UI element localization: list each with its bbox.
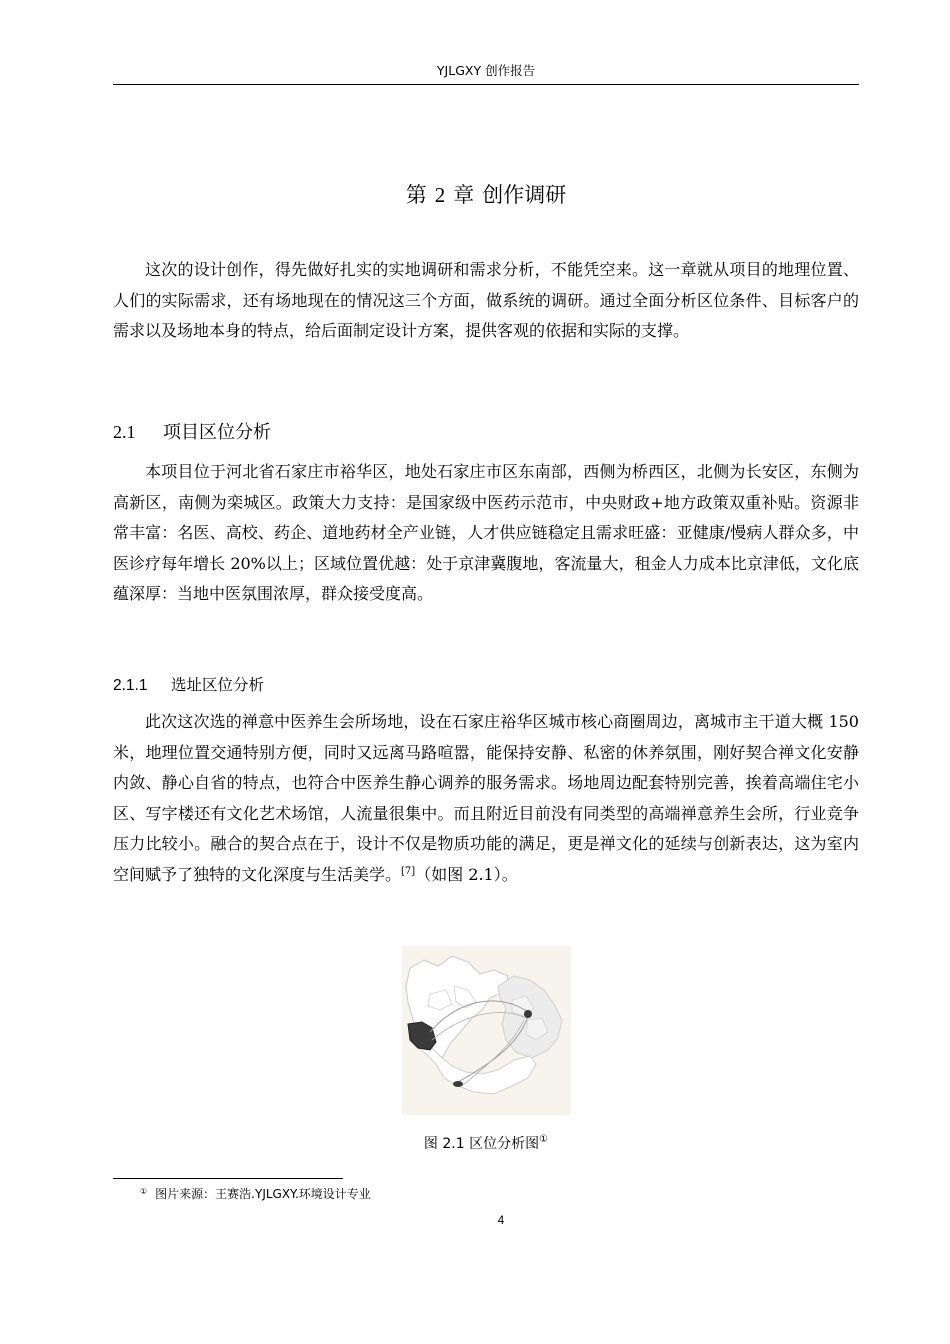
chapter-number: 2 [434, 183, 446, 207]
header-rule [113, 84, 859, 85]
section-paragraph: 本项目位于河北省石家庄市裕华区，地处石家庄市区东南部，西侧为桥西区，北侧为长安区，东侧为高新区，南侧为栾城区。政策大力支持：是国家级中医药示范市，中央财政+地方政策双重补贴。资源非常丰富：名医、高校、药企、道地药材全产业链，人才供应链稳定且需求旺盛：亚健康/慢病人群众多，中医诊疗每年增长 20%以上；区域位置优越：处于京津冀腹地，客流量大，租金人力成本比京津低，文化底蕴深厚：当地中医氛围浓厚，群众接受度高。 [113, 462, 859, 603]
section-heading [113, 419, 271, 446]
footnote-rule [113, 1178, 343, 1179]
location-map-figure [402, 946, 571, 1115]
chapter-name: 创作调研 [482, 183, 567, 207]
figure-reference: （如图 2.1）。 [415, 864, 518, 884]
chapter-title [113, 180, 859, 210]
figure-caption [113, 1133, 859, 1155]
chapter-prefix: 第 [405, 183, 427, 207]
footnote [140, 1185, 371, 1203]
intro-paragraph: 这次的设计创作，得先做好扎实的实地调研和需求分析，不能凭空来。这一章就从项目的地理位置、人们的实际需求，还有场地现在的情况这三个方面，做系统的调研。通过全面分析区位条件、目标客户的需求以及场地本身的特点，给后面制定设计方案，提供客观的依据和实际的支撑。 [113, 260, 859, 340]
subsection-paragraph [113, 707, 859, 890]
subsection-body: 此次这次选的禅意中医养生会所场地，设在石家庄裕华区城市核心商圈周边，离城市主干道大概 150 米，地理位置交通特别方便，同时又远离马路喧嚣，能保持安静、私密的休养氛围，刚好契合禅文化安静内敛、静心自省的特点，也符合中医养生静心调养的服务需求。场地周边配套特别完善，挨着高端住宅小区、写字楼还有文化艺术场馆，人流量很集中。而且附近目前没有同类型的高端禅意养生会所，行业竞争压力比较小。融合的契合点在于，设计不仅是物质功能的满足，更是禅文化的延续与创新表达，这为室内空间赋予了独特的文化深度与生活美学。 [113, 712, 859, 884]
location-map [402, 946, 571, 1115]
subsection-heading [113, 673, 264, 698]
citation-mark: [7] [401, 865, 416, 877]
page-number: 4 [497, 1213, 505, 1227]
section-title: 项目区位分析 [163, 422, 271, 443]
footnote-text: 图片来源：王赛浩.YJLGXY.环境设计专业 [155, 1187, 371, 1201]
map-marker-center [524, 1010, 532, 1018]
footnote-mark: ① [140, 1187, 148, 1196]
figure-caption-text: 图 2.1 区位分析图 [423, 1136, 540, 1152]
figure-note-mark: ① [539, 1134, 549, 1145]
subsection-title: 选址区位分析 [171, 676, 265, 694]
subsection-number: 2.1.1 [113, 677, 148, 694]
section-number: 2.1 [113, 422, 136, 442]
running-header: YJLGXY 创作报告 [436, 63, 536, 78]
map-marker-site [453, 1081, 463, 1087]
chapter-word: 章 [453, 183, 475, 207]
